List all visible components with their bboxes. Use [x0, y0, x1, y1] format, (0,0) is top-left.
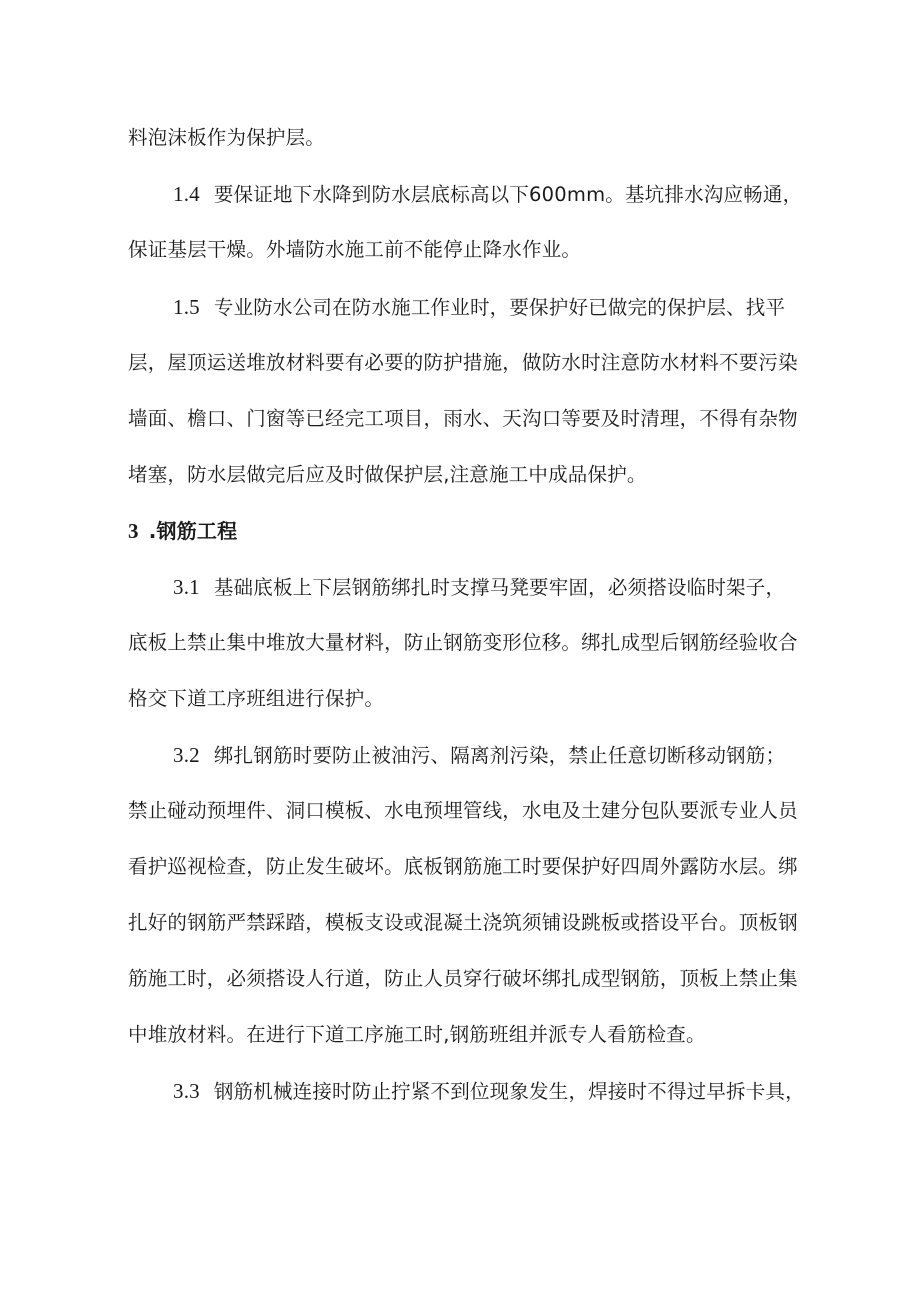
clause-number: 1.4 [173, 182, 200, 206]
text-line: 筋施工时，必须搭设人行道，防止人员穿行破坏绑扎成型钢筋，顶板上禁止集 [128, 967, 798, 990]
text-line: 墙面、檐口、门窗等已经完工项目，雨水、天沟口等要及时清理，不得有杂物 [128, 407, 798, 430]
clause-3-2: 3.2 绑扎钢筋时要防止被油污、隔离剂污染，禁止任意切断移动钢筋； [173, 743, 786, 767]
text-line: 底板上禁止集中堆放大量材料，防止钢筋变形位移。绑扎成型后钢筋经验收合 [128, 631, 798, 654]
clause-3-1: 3.1 基础底板上下层钢筋绑扎时支撑马凳要牢固，必须搭设临时架子， [173, 575, 786, 599]
clause-1-4: 1.4 要保证地下水降到防水层底标高以下600mm。基坑排水沟应畅通， [173, 182, 803, 206]
text-line: 保证基层干燥。外墙防水施工前不能停止降水作业。 [128, 238, 582, 261]
text-line: 格交下道工序班组进行保护。 [128, 687, 385, 710]
text-line: 料泡沫板作为保护层。 [128, 126, 326, 149]
text-line: 看护巡视检查，防止发生破坏。底板钢筋施工时要保护好四周外露防水层。绑 [128, 855, 798, 878]
section-heading: 3 .钢筋工程 [128, 519, 238, 543]
clause-number: 3.1 [173, 575, 200, 599]
text-line: 禁止碰动预埋件、洞口模板、水电预埋管线，水电及土建分包队要派专业人员 [128, 799, 798, 822]
clause-number: 1.5 [173, 295, 200, 319]
text-line: 中堆放材料。在进行下道工序施工时,钢筋班组并派专人看筋检查。 [128, 1023, 706, 1046]
section-number: 3 [128, 519, 139, 543]
text-line: 堵塞，防水层做完后应及时做保护层,注意施工中成品保护。 [128, 463, 647, 486]
clause-number: 3.3 [173, 1079, 200, 1103]
text-line: 层，屋顶运送堆放材料要有必要的防护措施，做防水时注意防水材料不要污染 [128, 351, 798, 374]
text-line: 扎好的钢筋严禁踩踏，模板支设或混凝土浇筑须铺设跳板或搭设平台。顶板钢 [128, 911, 798, 934]
clause-1-5: 1.5 专业防水公司在防水施工作业时，要保护好已做完的保护层、找平 [173, 295, 786, 319]
clause-3-3: 3.3 钢筋机械连接时防止拧紧不到位现象发生，焊接时不得过早拆卡具， [173, 1079, 805, 1103]
clause-number: 3.2 [173, 743, 200, 767]
